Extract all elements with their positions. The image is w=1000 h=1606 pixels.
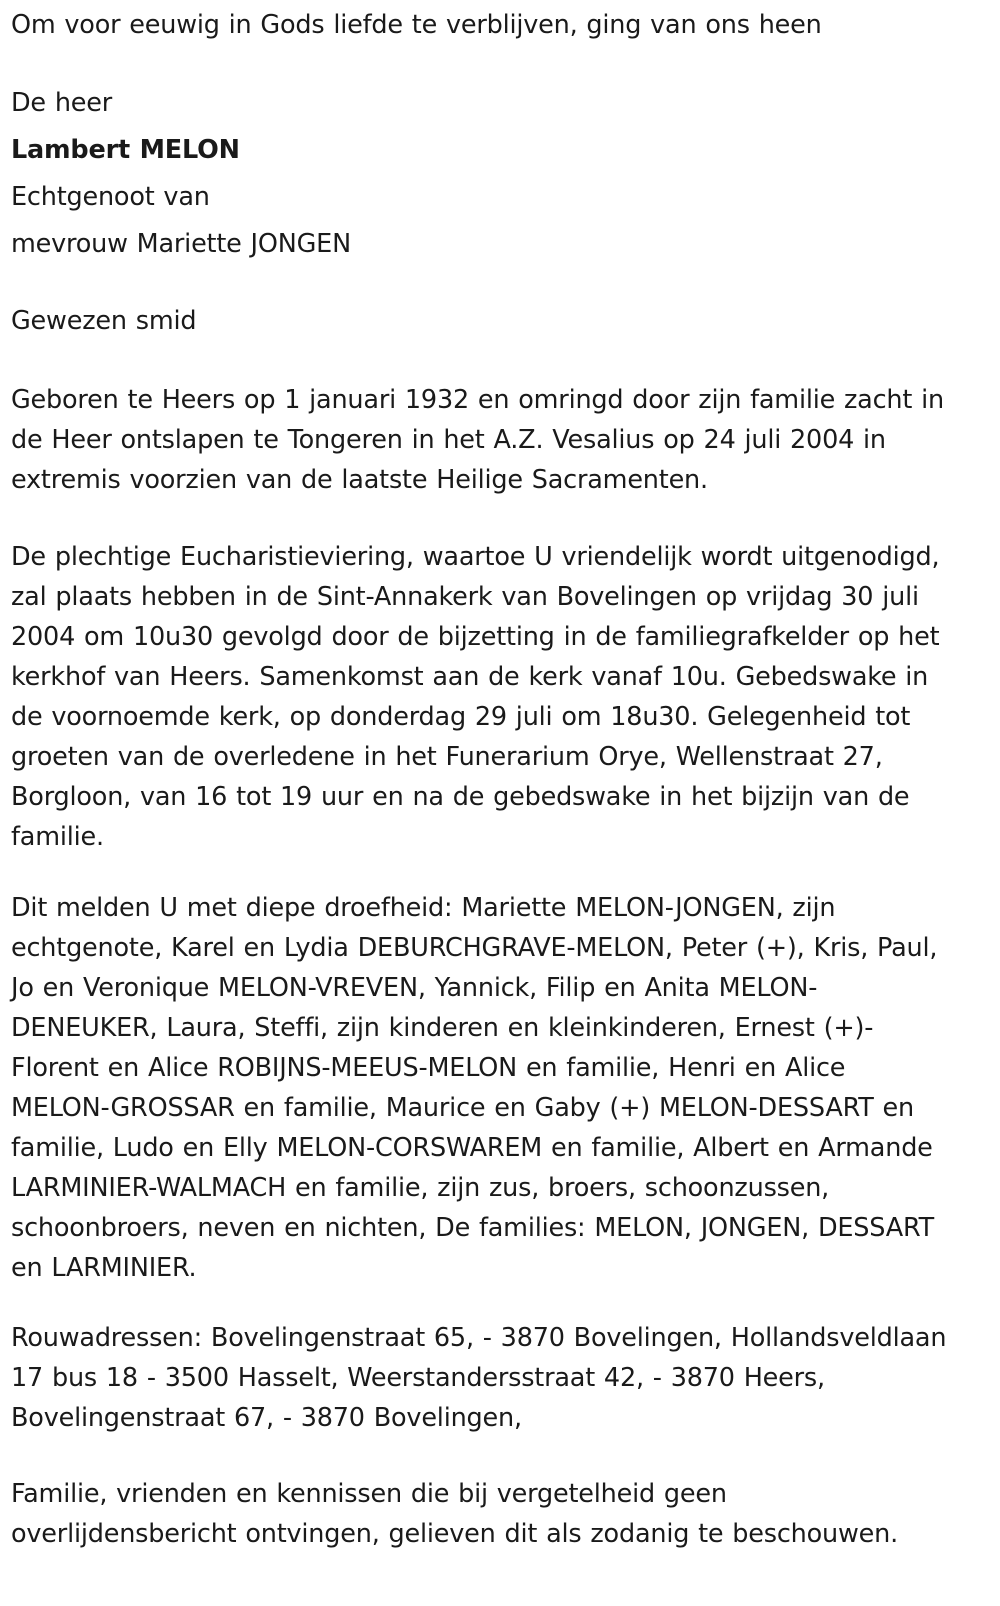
paragraph-line: Dit melden U met diepe droefheid: Mariette MELON-JONGEN, zijn [11, 893, 836, 923]
paragraph-line: 17 bus 18 - 3500 Hasselt, Weerstandersstraat 42, - 3870 Heers, [11, 1363, 825, 1393]
deceased-name: Lambert MELON [11, 135, 240, 165]
ceremony-paragraph [11, 537, 939, 857]
paragraph-line: schoonbroers, neven en nichten, De families: MELON, JONGEN, DESSART [11, 1213, 935, 1243]
paragraph-line: DENEUKER, Laura, Steffi, zijn kinderen en kleinkinderen, Ernest (+)- [11, 1013, 874, 1043]
paragraph-line: Familie, vrienden en kennissen die bij vergetelheid geen [11, 1479, 727, 1509]
spouse-label: Echtgenoot van [11, 182, 210, 212]
paragraph-line: zal plaats hebben in de Sint-Annakerk van Bovelingen op vrijdag 30 juli [11, 582, 919, 612]
paragraph-line: extremis voorzien van de laatste Heilige Sacramenten. [11, 465, 708, 495]
paragraph-line: MELON-GROSSAR en familie, Maurice en Gaby (+) MELON-DESSART en [11, 1093, 914, 1123]
spouse-name: mevrouw Mariette JONGEN [11, 229, 351, 259]
paragraph-line: groeten van de overledene in het Funerarium Orye, Wellenstraat 27, [11, 742, 883, 772]
paragraph-line: familie. [11, 822, 104, 852]
addresses-paragraph [11, 1318, 946, 1438]
paragraph-line: Rouwadressen: Bovelingenstraat 65, - 3870 Bovelingen, Hollandsveldlaan [11, 1323, 947, 1353]
paragraph-line: 2004 om 10u30 gevolgd door de bijzetting in de familiegrafkelder op het [11, 622, 940, 652]
paragraph-line: Bovelingenstraat 67, - 3870 Bovelingen, [11, 1403, 522, 1433]
paragraph-line: Florent en Alice ROBIJNS-MEEUS-MELON en familie, Henri en Alice [11, 1053, 846, 1083]
family-paragraph [11, 888, 937, 1288]
paragraph-line: Borgloon, van 16 tot 19 uur en na de gebedswake in het bijzijn van de [11, 782, 910, 812]
paragraph-line: familie, Ludo en Elly MELON-CORSWAREM en familie, Albert en Armande [11, 1133, 933, 1163]
birth-death-paragraph [11, 380, 944, 500]
salutation: De heer [11, 88, 113, 118]
paragraph-line: de Heer ontslapen te Tongeren in het A.Z. Vesalius op 24 juli 2004 in [11, 425, 886, 455]
paragraph-line: LARMINIER-WALMACH en familie, zijn zus, broers, schoonzussen, [11, 1173, 830, 1203]
paragraph-line: de voornoemde kerk, op donderdag 29 juli om 18u30. Gelegenheid tot [11, 702, 911, 732]
paragraph-line: De plechtige Eucharistieviering, waartoe U vriendelijk wordt uitgenodigd, [11, 542, 940, 572]
paragraph-line: Geboren te Heers op 1 januari 1932 en omringd door zijn familie zacht in [11, 385, 944, 415]
intro-text: Om voor eeuwig in Gods liefde te verblijven, ging van ons heen [11, 10, 822, 40]
occupation: Gewezen smid [11, 306, 197, 336]
closing-paragraph [11, 1474, 898, 1554]
paragraph-line: Jo en Veronique MELON-VREVEN, Yannick, Filip en Anita MELON- [11, 973, 818, 1003]
paragraph-line: kerkhof van Heers. Samenkomst aan de kerk vanaf 10u. Gebedswake in [11, 662, 929, 692]
paragraph-line: overlijdensbericht ontvingen, gelieven dit als zodanig te beschouwen. [11, 1519, 899, 1549]
paragraph-line: en LARMINIER. [11, 1253, 197, 1283]
paragraph-line: echtgenote, Karel en Lydia DEBURCHGRAVE-MELON, Peter (+), Kris, Paul, [11, 933, 938, 963]
